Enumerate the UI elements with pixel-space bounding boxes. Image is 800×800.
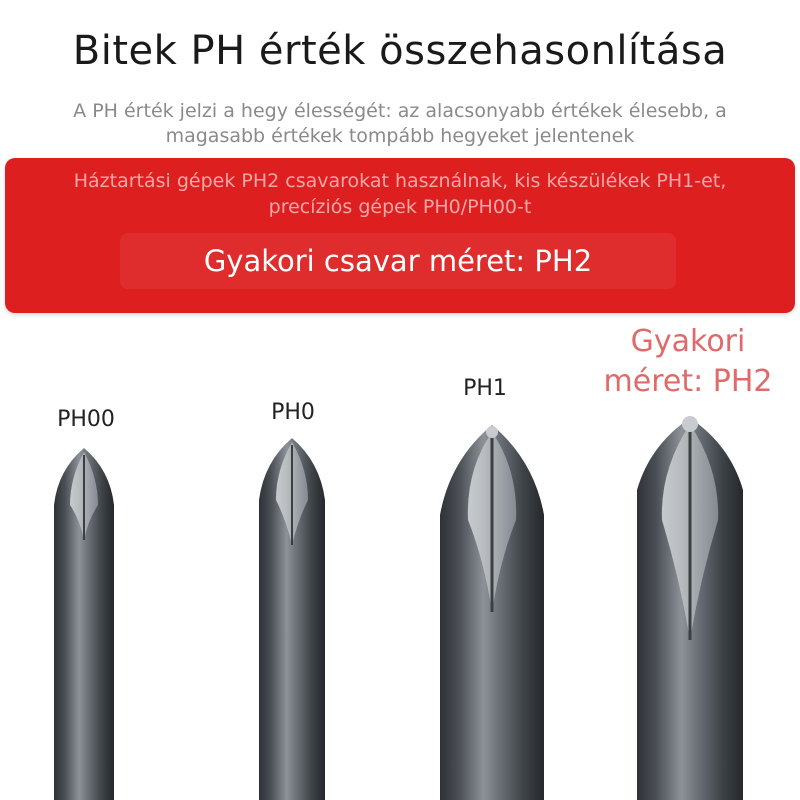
page-title: Bitek PH érték összehasonlítása [72,28,728,74]
bit-ph1 [440,425,544,800]
common-size-highlight: Gyakori csavar méret: PH2 [203,244,593,278]
ph2-callout: Gyakori méret: PH2 [603,324,773,399]
bit-label-ph1: PH1 [463,376,507,401]
bit-label-ph0: PH0 [271,400,315,425]
bit-label-ph00: PH00 [57,407,115,432]
bit-ph2 [637,416,743,800]
page-subtitle: A PH érték jelzi a hegy élességét: az alacsonyabb értékek élesebb, a magasabb értékek tompább hegyeket jelentenek [73,100,727,147]
bit-ph00 [54,448,114,800]
bit-ph0 [259,438,325,800]
banner-description: Háztartási gépek PH2 csavarokat használnak, kis készülékek PH1-et, precíziós gépek PH0/PH00-t [73,170,727,218]
